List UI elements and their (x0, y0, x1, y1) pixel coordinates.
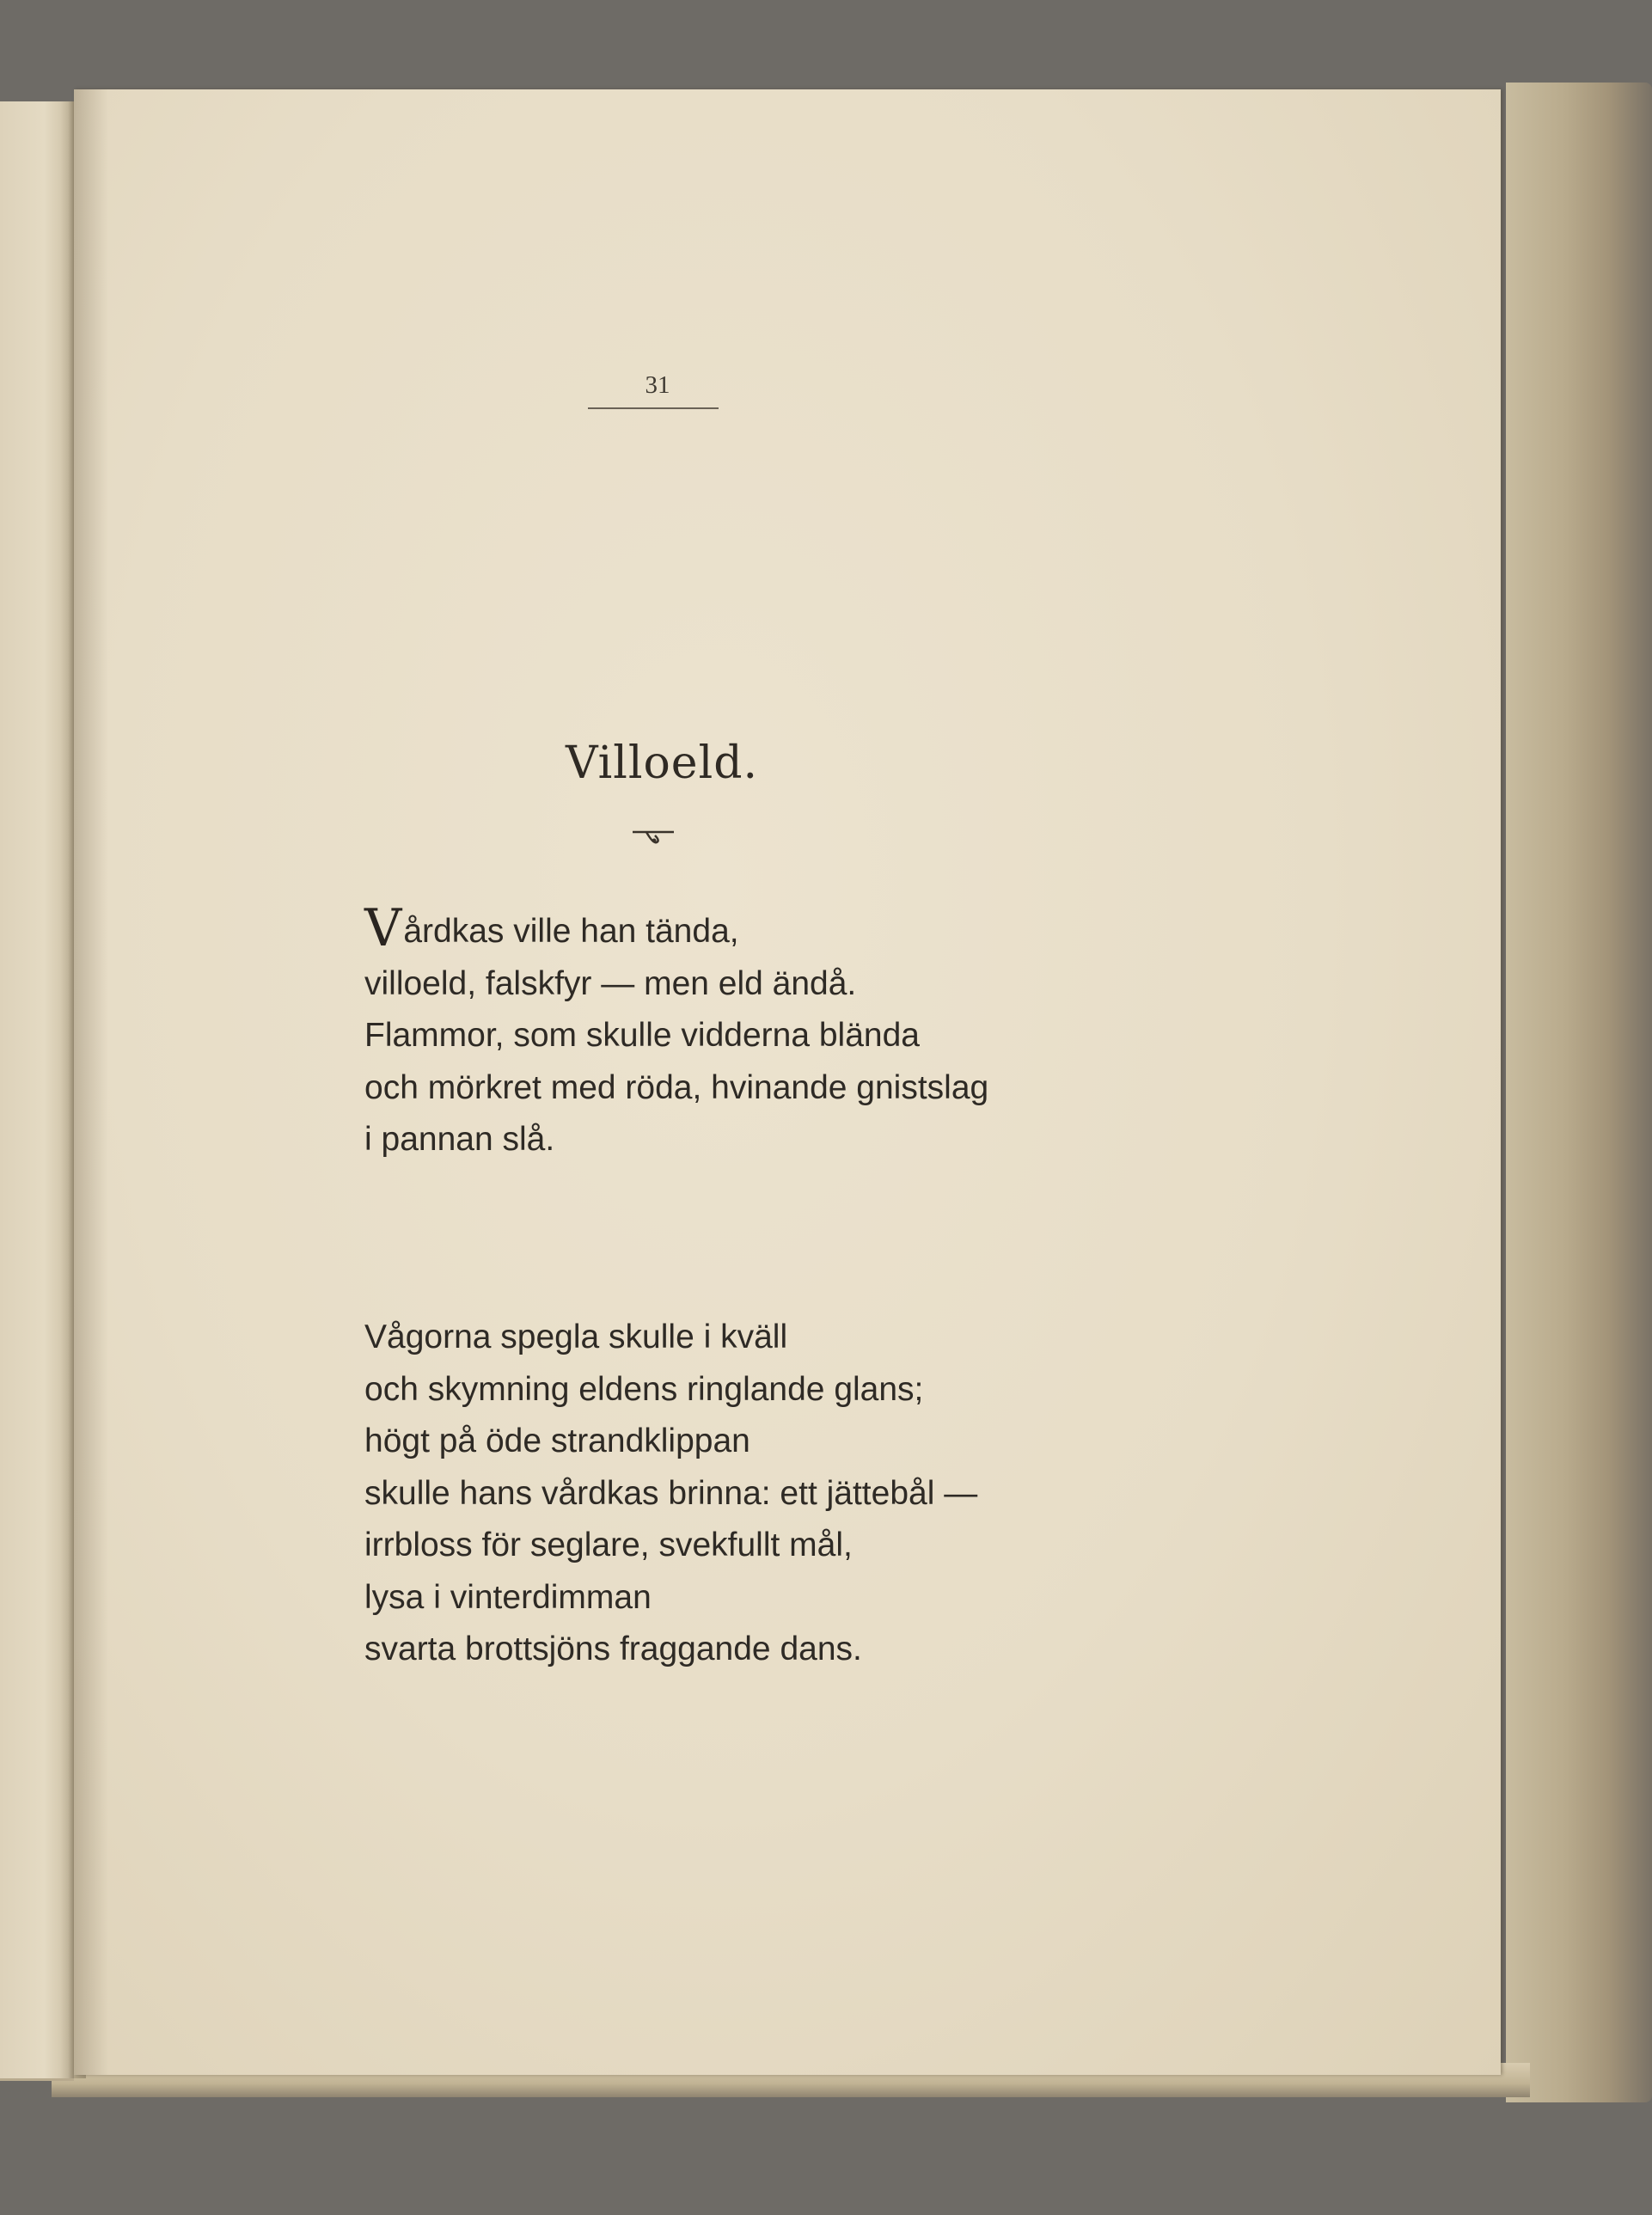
page-number-rule (588, 407, 719, 409)
stanza-line: skulle hans vårdkas brinna: ett jättebål — (364, 1474, 978, 1512)
stanza-line: villoeld, falskfyr — men eld ändå. (364, 964, 857, 1002)
poem-title: Villoeld. (565, 737, 759, 789)
stanza-line: i pannan slå. (364, 1121, 555, 1158)
stanza-line: och mörkret med röda, hvinande gnistslag (364, 1068, 989, 1106)
ornament-icon (627, 825, 679, 851)
stanza-line (364, 898, 988, 958)
stanza-line: irrbloss för seglare, svekfullt mål, (364, 1527, 853, 1563)
stanza-line: lysa i vinterdimman (364, 1578, 652, 1616)
stanza-line: Vågorna spegla skulle i kväll (364, 1319, 788, 1355)
stanza-line: och skymning eldens ringlande glans; (364, 1370, 924, 1408)
drop-initial: V (364, 898, 402, 958)
page-stack-edge (1506, 83, 1652, 2102)
stanza-line: Flammor, som skulle vidderna blända (364, 1017, 920, 1054)
line-text: årdkas ville han tända, (403, 913, 739, 950)
page-gutter (74, 89, 108, 2075)
stanza-2 (364, 1312, 977, 1676)
stanza-1 (364, 898, 989, 1166)
stanza-line: högt på öde strandklippan (364, 1423, 750, 1459)
page-number: 31 (645, 371, 670, 399)
stanza-line: svarta brottsjöns fraggande dans. (364, 1631, 862, 1667)
